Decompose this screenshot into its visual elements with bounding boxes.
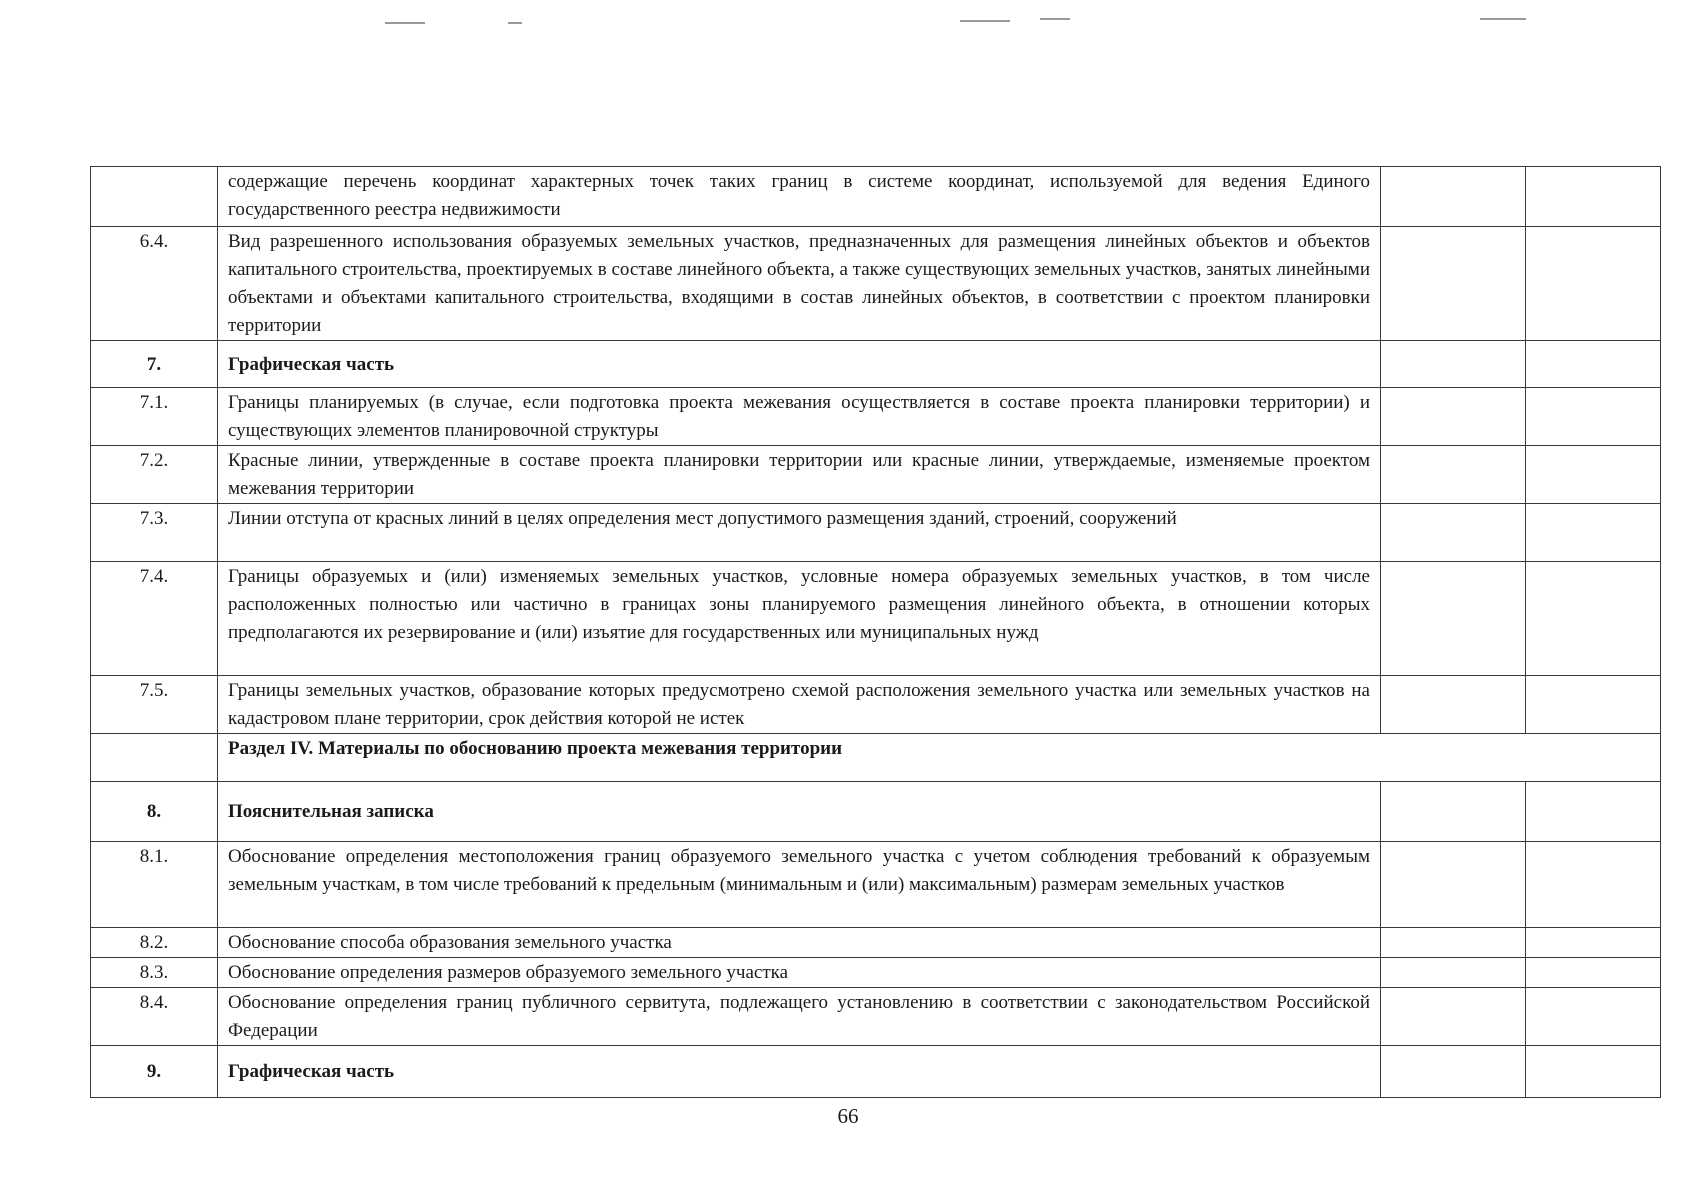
table-row bbox=[91, 782, 1661, 842]
empty-cell bbox=[1526, 782, 1661, 842]
empty-cell bbox=[1381, 1046, 1526, 1098]
empty-cell bbox=[1526, 446, 1661, 504]
row-heading: Пояснительная записка bbox=[218, 782, 1381, 842]
row-text: Границы образуемых и (или) изменяемых земельных участков, условные номера образуемых земельных участков, в том числе расположенных полностью или частично в границах зоны планируемого размещения линейного объекта, в отношении которых предполагаются их резервирование и (или) изъятие для государственных или муниципальных нужд bbox=[218, 562, 1381, 676]
row-number: 8.2. bbox=[91, 928, 218, 958]
row-heading: Графическая часть bbox=[218, 341, 1381, 388]
empty-cell bbox=[1381, 562, 1526, 676]
row-number: 9. bbox=[91, 1046, 218, 1098]
row-number: 7.2. bbox=[91, 446, 218, 504]
empty-cell bbox=[1526, 958, 1661, 988]
page-number: 66 bbox=[837, 1104, 859, 1128]
table-row bbox=[91, 504, 1661, 562]
document-table bbox=[90, 166, 1661, 1098]
scan-artifact bbox=[1040, 18, 1070, 20]
empty-cell bbox=[1526, 562, 1661, 676]
row-number: 7.5. bbox=[91, 676, 218, 734]
table-row bbox=[91, 446, 1661, 504]
row-number: 8.1. bbox=[91, 842, 218, 928]
empty-cell bbox=[1381, 958, 1526, 988]
empty-cell bbox=[1526, 928, 1661, 958]
empty-cell bbox=[1381, 782, 1526, 842]
empty-cell bbox=[1526, 167, 1661, 227]
empty-cell bbox=[1381, 446, 1526, 504]
empty-cell bbox=[1526, 676, 1661, 734]
row-text: Обоснование способа образования земельного участка bbox=[218, 928, 1381, 958]
empty-cell bbox=[1381, 388, 1526, 446]
empty-cell bbox=[1381, 227, 1526, 341]
table-row bbox=[91, 842, 1661, 928]
row-text: Обоснование определения размеров образуемого земельного участка bbox=[218, 958, 1381, 988]
table-row bbox=[91, 167, 1661, 227]
empty-cell bbox=[1381, 842, 1526, 928]
row-number: 7.4. bbox=[91, 562, 218, 676]
table-row bbox=[91, 562, 1661, 676]
empty-cell bbox=[1526, 504, 1661, 562]
table-row bbox=[91, 1046, 1661, 1098]
row-text: Границы земельных участков, образование которых предусмотрено схемой расположения земельного участка или земельных участков на кадастровом плане территории, срок действия которой не истек bbox=[218, 676, 1381, 734]
empty-cell bbox=[1381, 676, 1526, 734]
section-heading: Раздел IV. Материалы по обоснованию проекта межевания территории bbox=[218, 734, 1661, 782]
row-number: 7.3. bbox=[91, 504, 218, 562]
row-text: Вид разрешенного использования образуемых земельных участков, предназначенных для размещения линейных объектов и объектов капитального строительства, проектируемых в составе линейного объекта, а также существующих земельных участков, занятых линейными объектами и объектами капитального строительства, входящими в состав линейных объектов, в соответствии с проектом планировки территории bbox=[218, 227, 1381, 341]
row-text: содержащие перечень координат характерных точек таких границ в системе координат, используемой для ведения Единого государственного реестра недвижимости bbox=[218, 167, 1381, 227]
empty-cell bbox=[1526, 842, 1661, 928]
empty-cell bbox=[1381, 341, 1526, 388]
scan-artifact bbox=[385, 22, 425, 24]
scan-artifact bbox=[1480, 18, 1526, 20]
table-row bbox=[91, 676, 1661, 734]
row-number: 7.1. bbox=[91, 388, 218, 446]
row-number bbox=[91, 734, 218, 782]
empty-cell bbox=[1526, 227, 1661, 341]
table-row bbox=[91, 734, 1661, 782]
row-number: 8. bbox=[91, 782, 218, 842]
row-text: Обоснование определения местоположения границ образуемого земельного участка с учетом соблюдения требований к образуемым земельным участкам, в том числе требований к предельным (минимальным и (или) максимальным) размерам земельных участков bbox=[218, 842, 1381, 928]
row-text: Красные линии, утвержденные в составе проекта планировки территории или красные линии, утверждаемые, изменяемые проектом межевания территории bbox=[218, 446, 1381, 504]
row-text: Границы планируемых (в случае, если подготовка проекта межевания осуществляется в составе проекта планировки территории) и существующих элементов планировочной структуры bbox=[218, 388, 1381, 446]
table-row bbox=[91, 227, 1661, 341]
row-number: 8.3. bbox=[91, 958, 218, 988]
scan-artifact bbox=[508, 22, 522, 24]
empty-cell bbox=[1381, 167, 1526, 227]
row-number: 7. bbox=[91, 341, 218, 388]
table-row bbox=[91, 988, 1661, 1046]
scan-artifact bbox=[960, 20, 1010, 22]
empty-cell bbox=[1526, 1046, 1661, 1098]
row-number: 6.4. bbox=[91, 227, 218, 341]
empty-cell bbox=[1526, 988, 1661, 1046]
row-text: Линии отступа от красных линий в целях определения мест допустимого размещения зданий, строений, сооружений bbox=[218, 504, 1381, 562]
table-row bbox=[91, 341, 1661, 388]
row-number bbox=[91, 167, 218, 227]
table-row bbox=[91, 958, 1661, 988]
empty-cell bbox=[1381, 988, 1526, 1046]
row-text: Обоснование определения границ публичного сервитута, подлежащего установлению в соответствии с законодательством Российской Федерации bbox=[218, 988, 1381, 1046]
empty-cell bbox=[1381, 928, 1526, 958]
row-heading: Графическая часть bbox=[218, 1046, 1381, 1098]
empty-cell bbox=[1526, 341, 1661, 388]
empty-cell bbox=[1526, 388, 1661, 446]
table-row bbox=[91, 388, 1661, 446]
table-row bbox=[91, 928, 1661, 958]
empty-cell bbox=[1381, 504, 1526, 562]
row-number: 8.4. bbox=[91, 988, 218, 1046]
